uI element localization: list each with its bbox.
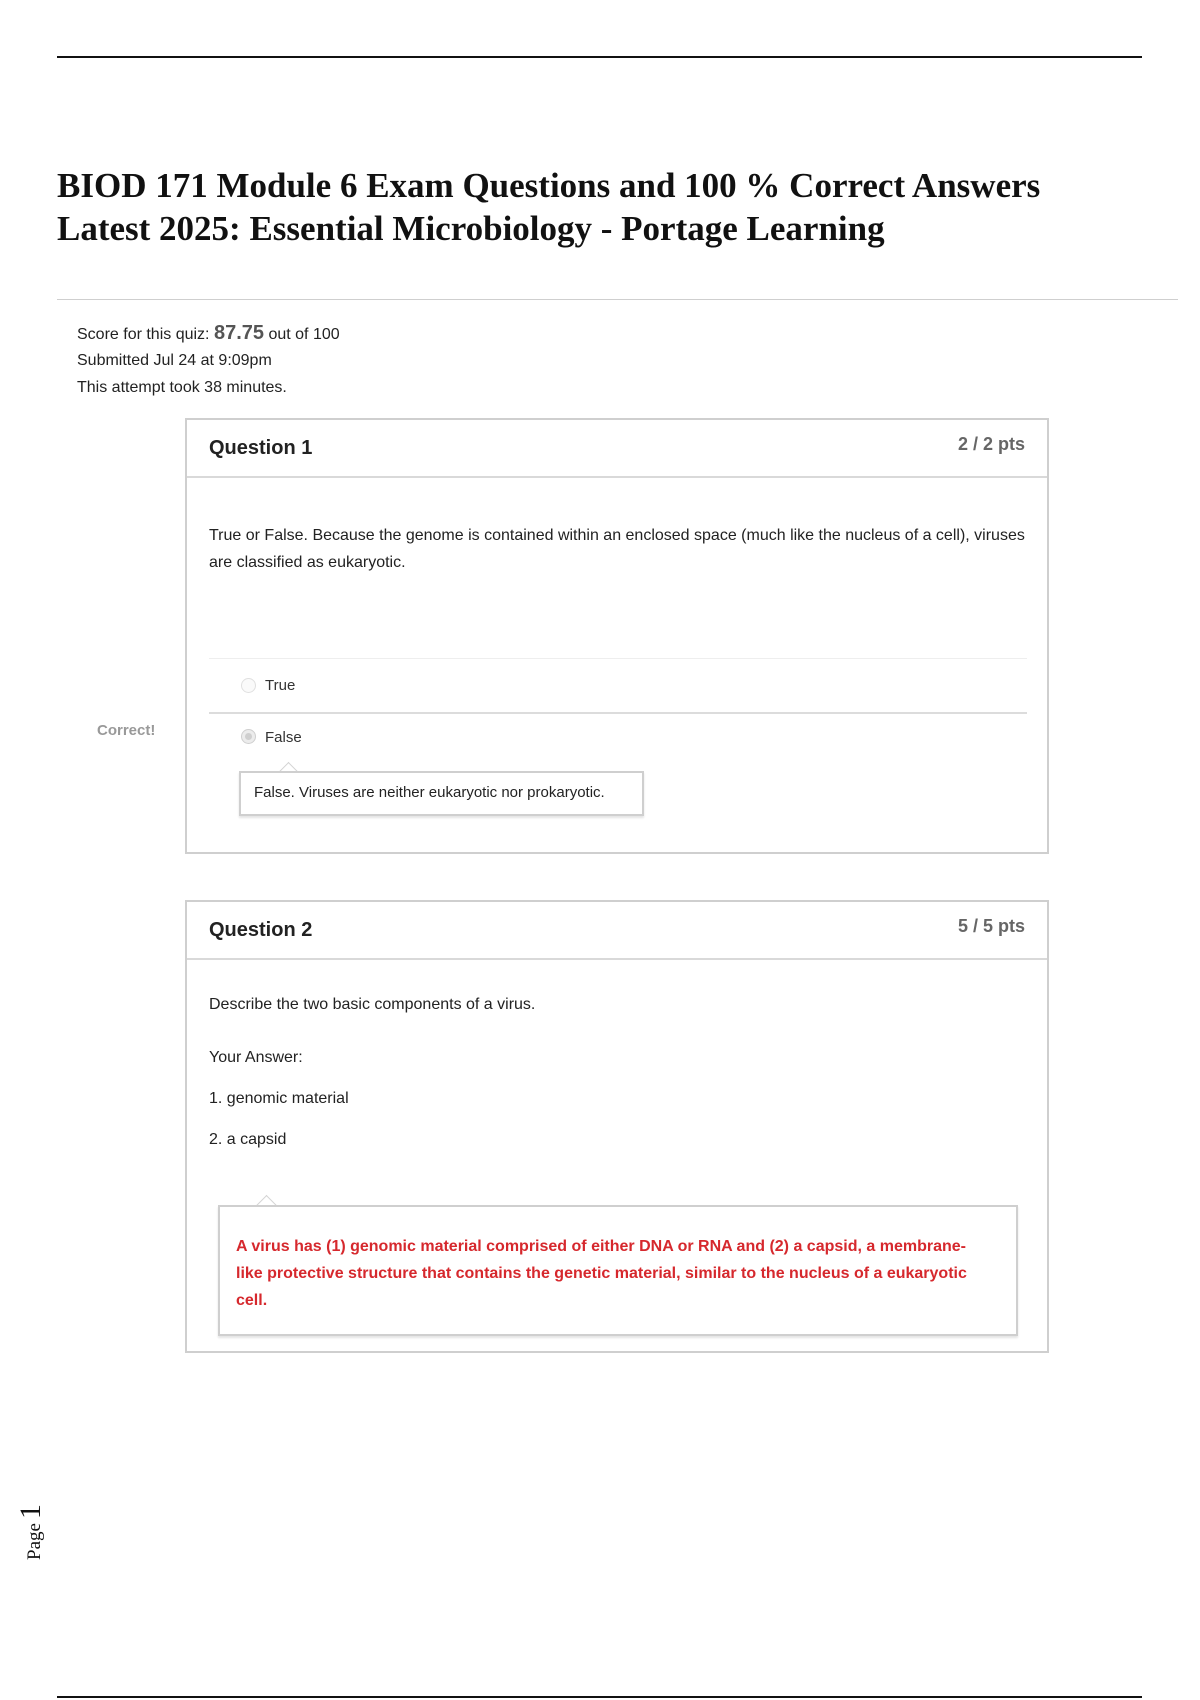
radio-false[interactable] — [241, 729, 256, 744]
question-1-points: 2 / 2 pts — [957, 434, 1025, 454]
top-rule — [57, 56, 1142, 58]
title-line-2: Latest 2025: Essential Microbiology - Portage Learning — [57, 209, 885, 248]
question-2-feedback-text: A virus has (1) genomic material comprised of either DNA or RNA and (2) a capsid, a membrane-like protective structure that contains the genetic material, similar to the nucleus of a eukaryotic cell. — [236, 1238, 967, 1309]
answer-true-label: True — [265, 677, 296, 694]
question-2-points: 5 / 5 pts — [957, 916, 1025, 936]
duration-line: This attempt took 38 minutes. — [77, 379, 287, 396]
score-line — [77, 320, 340, 347]
question-1-header — [187, 420, 1047, 478]
question-1-title: Question 1 — [209, 437, 313, 459]
answer-line-2: 2. a capsid — [209, 1131, 287, 1148]
answer-true-row[interactable] — [209, 658, 1027, 711]
radio-true[interactable] — [241, 678, 256, 693]
answer-false-row[interactable] — [209, 712, 1027, 774]
question-2-feedback — [218, 1205, 1018, 1336]
question-1-feedback — [239, 771, 644, 816]
submitted-line: Submitted Jul 24 at 9:09pm — [77, 352, 272, 369]
score-suffix: out of 100 — [268, 326, 340, 343]
answer-false-label: False — [265, 729, 302, 746]
question-2-text: Describe the two basic components of a virus. — [209, 996, 536, 1013]
answer-line-1: 1. genomic material — [209, 1090, 349, 1107]
bottom-rule — [57, 1696, 1142, 1698]
question-2-header — [187, 902, 1047, 960]
question-1-text: True or False. Because the genome is contained within an enclosed space (much like the nucleus of a cell), viruses are classified as eukaryotic. — [209, 527, 1025, 571]
page-word: Page — [24, 1523, 45, 1560]
document-title — [57, 164, 1157, 250]
quiz-summary — [77, 320, 340, 401]
score-label: Score for this quiz: — [77, 326, 210, 343]
your-answer-label: Your Answer: — [209, 1049, 303, 1066]
correct-tag: Correct! — [97, 722, 156, 739]
title-line-1: BIOD 171 Module 6 Exam Questions and 100 % Correct Answers — [57, 166, 1041, 205]
page-number: 1 — [14, 1504, 47, 1520]
question-2-title: Question 2 — [209, 919, 313, 941]
title-divider — [57, 299, 1178, 300]
page-number-label — [14, 1500, 47, 1560]
score-value: 87.75 — [213, 322, 265, 344]
question-1-feedback-text: False. Viruses are neither eukaryotic nor prokaryotic. — [254, 784, 605, 801]
